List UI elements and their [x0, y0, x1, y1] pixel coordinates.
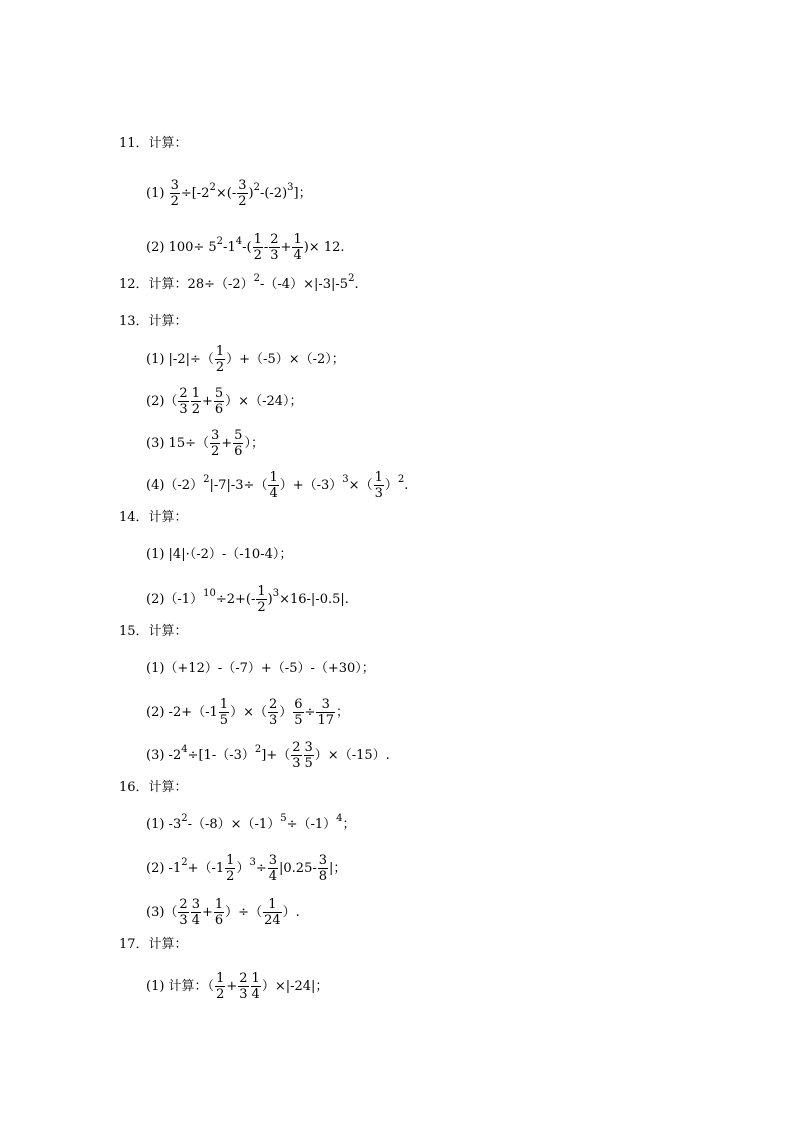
fraction: $\frac{2}{3}$ — [239, 971, 248, 1002]
question-15-title: 15．计算： — [119, 624, 188, 639]
fraction: $\frac{1}{6}$ — [214, 897, 224, 928]
fraction: $\frac{1}{4}$ — [293, 232, 302, 263]
question-16-part-3: (3)（ $\frac{2}{3}$ $\frac{3}{4}$ + $\frac{1}{6}$ ）÷（ $\frac{1}{24}$ ）. — [146, 897, 300, 928]
question-13-part-4: $(4)(-2)^2|-7|-3\div$（ $\frac{1}{4}$ ）$+(-3)^3\times$（ $\frac{1}{3}$ ）$^2$. — [146, 470, 409, 501]
question-13-part-2: (2)（ $\frac{2}{3}$ $\frac{1}{2}$ + $\frac{5}{6}$ ）×（-24）； — [146, 386, 303, 417]
fraction: $\frac{2}{3}$ — [292, 740, 301, 771]
question-14-part-2: $(2)(-1)^{10}\div 2+(-$ $\frac{1}{2}$ )$^3$×16-|-0.5|. — [146, 584, 349, 615]
fraction: $\frac{1}{2}$ — [253, 232, 262, 263]
fraction: $\frac{2}{3}$ — [270, 232, 279, 263]
fraction: $\frac{3}{4}$ — [191, 897, 200, 928]
fraction: $\frac{1}{2}$ — [226, 853, 235, 884]
fraction: $\frac{3}{2}$ — [170, 178, 179, 209]
fraction: $\frac{3}{2}$ — [238, 178, 247, 209]
fraction: $\frac{1}{2}$ — [216, 971, 225, 1002]
fraction: $\frac{1}{5}$ — [219, 697, 229, 728]
fraction: $\frac{1}{2}$ — [257, 584, 266, 615]
fraction: $\frac{3}{5}$ — [304, 740, 313, 771]
fraction: $\frac{1}{24}$ — [264, 897, 281, 928]
question-13-part-1: (1) |-2|÷（ $\frac{1}{2}$ ）+（-5）×（-2）； — [146, 344, 345, 375]
fraction: $\frac{1}{2}$ — [191, 386, 200, 417]
question-17-title: 17．计算： — [119, 937, 188, 952]
fraction: $\frac{5}{6}$ — [214, 386, 224, 417]
fraction: $\frac{5}{6}$ — [234, 428, 243, 459]
question-14-part-1: (1) |4|·（-2）-（-10-4）； — [146, 547, 293, 562]
question-15-part-3: (3) $-2^4\div[1-(-3)^2]+$（ $\frac{2}{3}$ $\frac{3}{5}$ ）×（-15）. — [146, 740, 390, 771]
fraction: $\frac{3}{17}$ — [317, 697, 334, 728]
fraction: $\frac{3}{4}$ — [268, 853, 278, 884]
question-11-part-2: (2) $100\div 5^2-1^4-$( $\frac{1}{2}$ - $\frac{2}{3}$ + $\frac{1}{4}$ )× 12. — [146, 232, 345, 263]
fraction: $\frac{2}{3}$ — [179, 386, 188, 417]
fraction: $\frac{3}{8}$ — [318, 853, 328, 884]
fraction: $\frac{2}{3}$ — [268, 697, 278, 728]
question-17-part-1: (1) 计算：（ $\frac{1}{2}$ + $\frac{2}{3}$ $\frac{1}{4}$ ）×|-24|； — [146, 971, 329, 1002]
question-11-title: 11．计算： — [119, 136, 188, 151]
question-16-title: 16．计算： — [119, 780, 188, 795]
question-13-part-3: (3) 15÷（ $\frac{3}{2}$ + $\frac{5}{6}$ ）； — [146, 428, 264, 459]
question-14-title: 14．计算： — [119, 510, 188, 525]
question-16-part-2: (2) $-1^2+(-1$ $\frac{1}{2}$ ）$^3$÷ $\frac{3}{4}$ |0.25- $\frac{3}{8}$ |； — [146, 853, 347, 884]
fraction: $\frac{2}{3}$ — [179, 897, 188, 928]
question-11-part-1: (1) $\frac{3}{2}$ $\div[-2^2\times(-$ $\frac{3}{2}$ )$^2-(-2)^3$]； — [146, 178, 312, 209]
fraction: $\frac{1}{4}$ — [269, 470, 278, 501]
question-15-part-1: (1)（+12）-（-7）+（-5）-（+30）； — [146, 661, 375, 676]
question-16-part-1: (1) $-3^2-(-8)\times(-1)^5\div(-1)^4$； — [146, 813, 356, 832]
question-15-part-2: (2) -2+（-1 $\frac{1}{5}$ ）×（ $\frac{2}{3}$ ） $\frac{6}{5}$ ÷ $\frac{3}{17}$ ； — [146, 697, 350, 728]
fraction: $\frac{1}{3}$ — [374, 470, 383, 501]
question-13-title: 13．计算： — [119, 314, 188, 329]
question-12: 12．计算：$28\div(-2)^2-(-4)\times|-3|-5^2$. — [119, 273, 359, 292]
fraction: $\frac{1}{4}$ — [251, 971, 260, 1002]
fraction: $\frac{3}{2}$ — [210, 428, 220, 459]
fraction: $\frac{6}{5}$ — [294, 697, 303, 728]
fraction: $\frac{1}{2}$ — [215, 344, 225, 375]
